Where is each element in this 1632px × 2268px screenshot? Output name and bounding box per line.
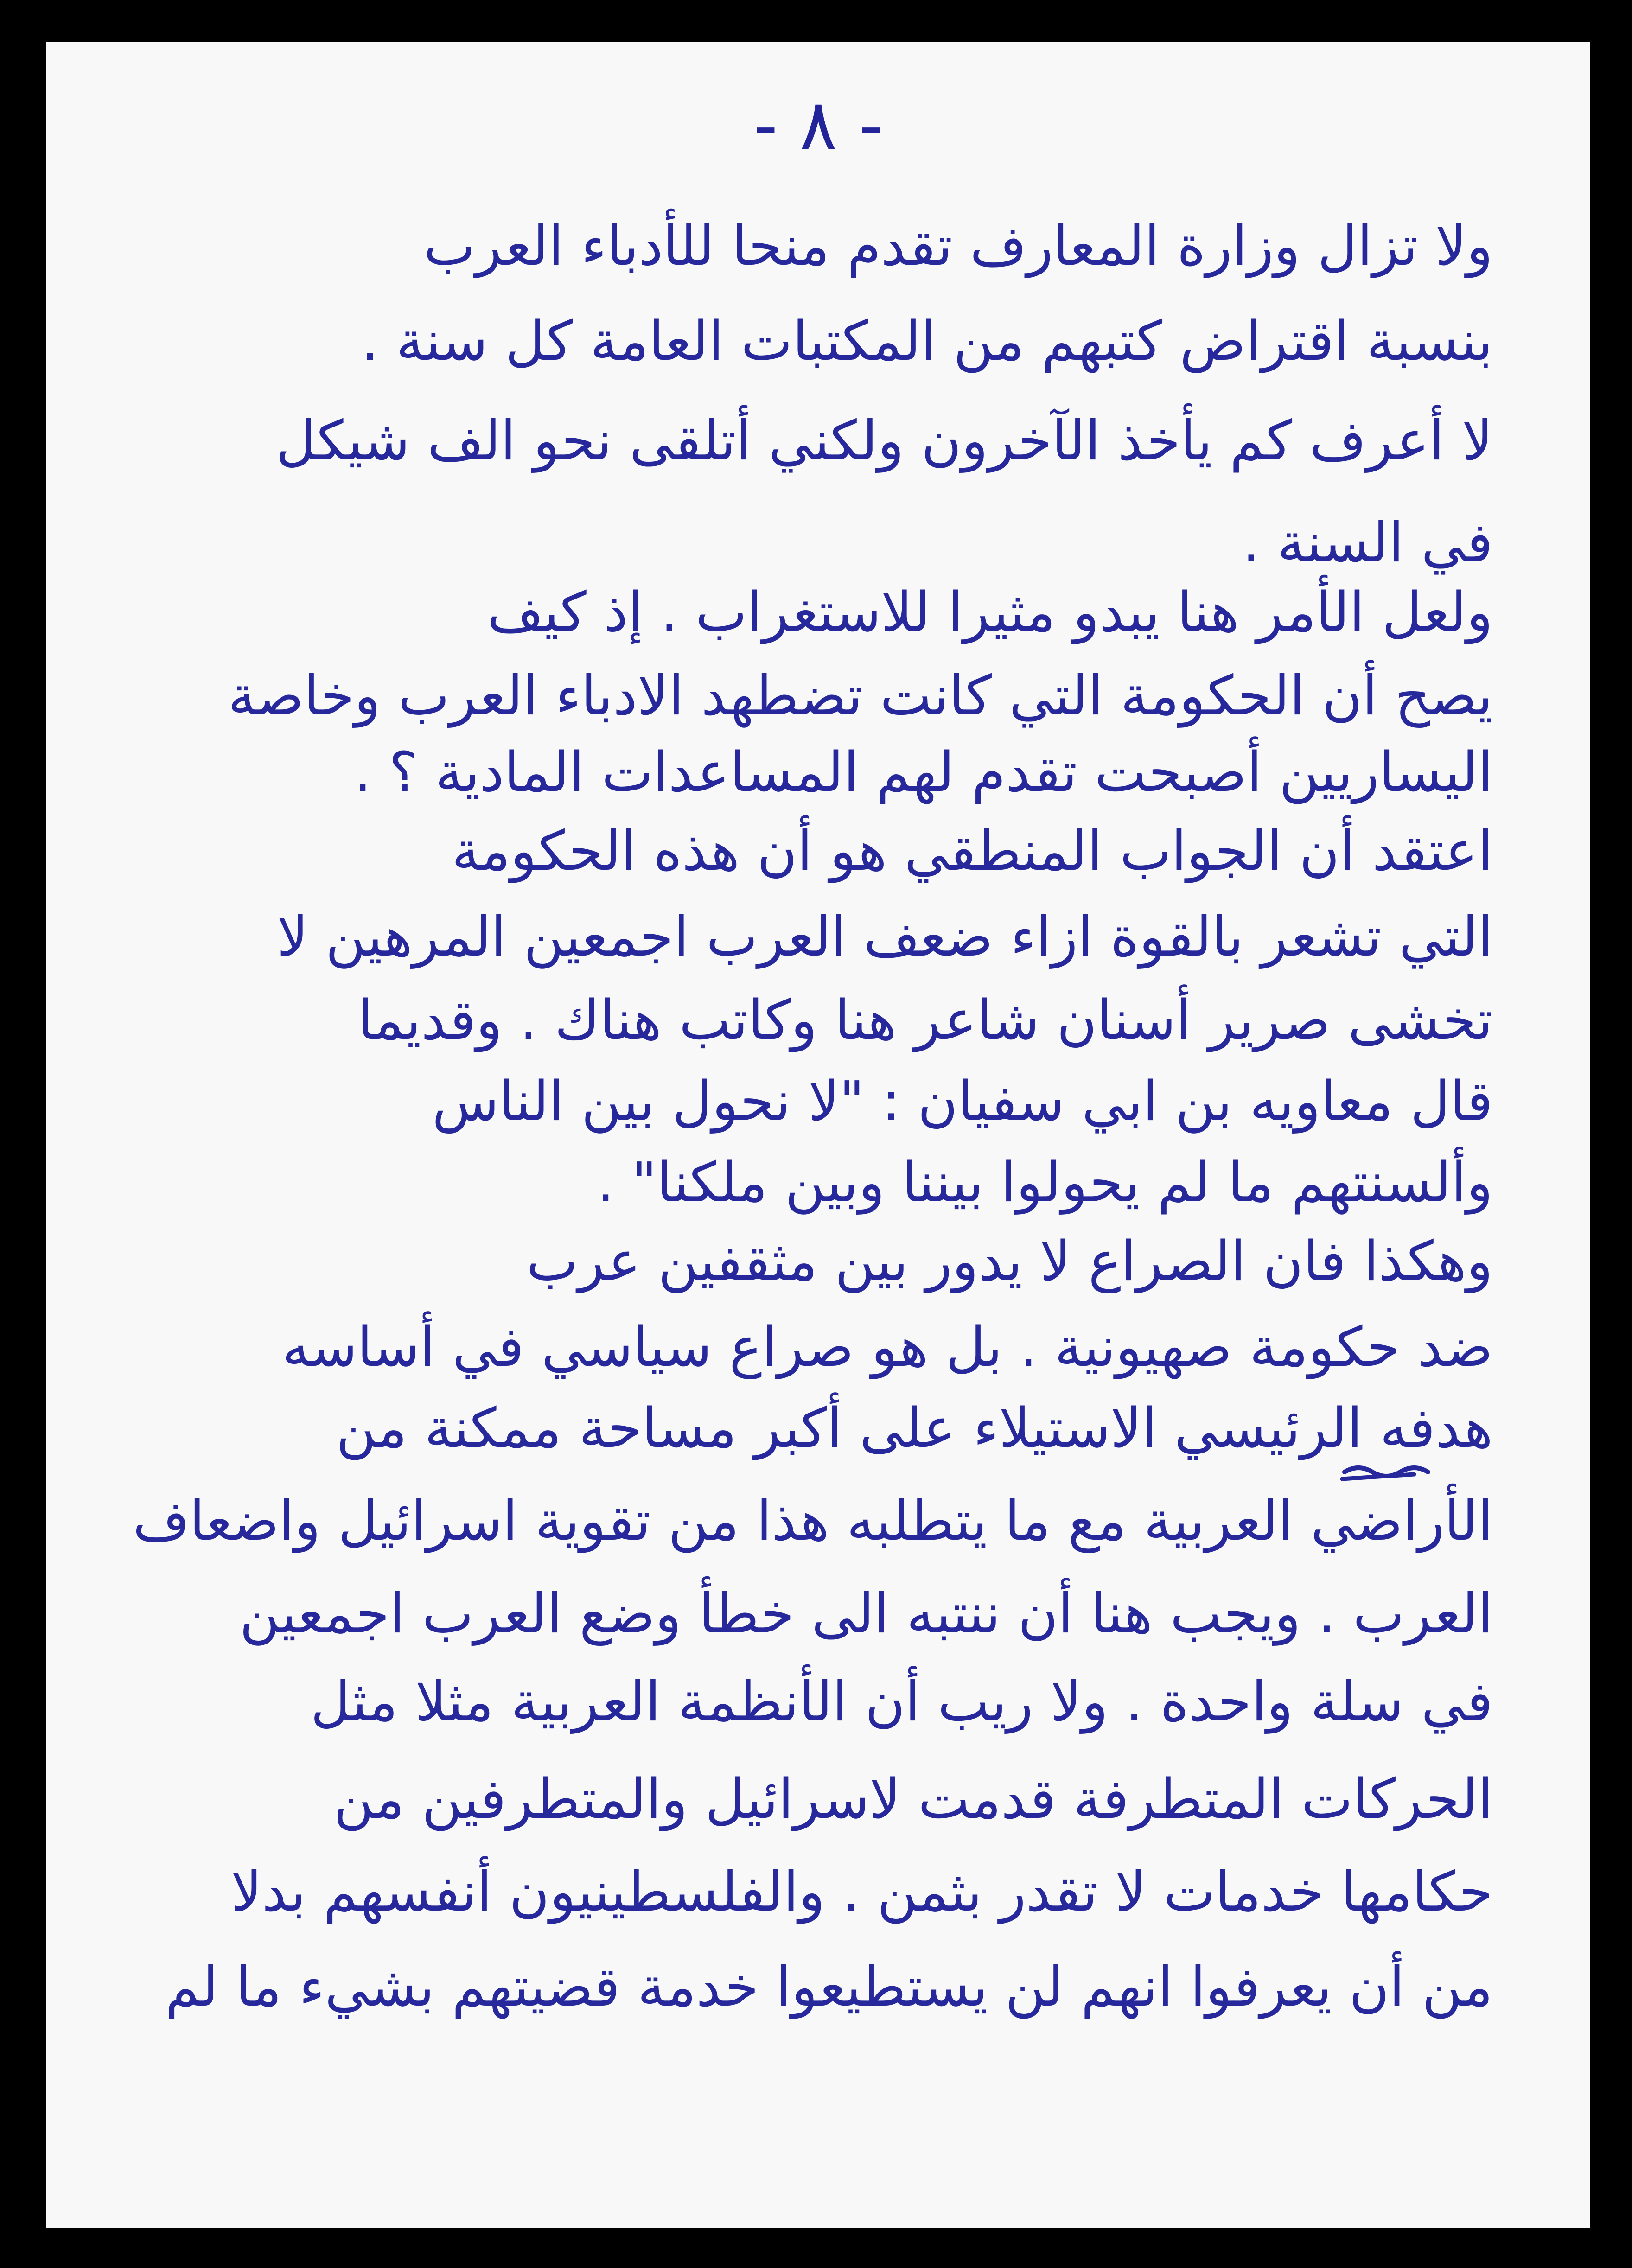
text-line-3: لا أعرف كم يأخذ الآخرون ولكني أتلقى نحو الف شيكل bbox=[276, 408, 1493, 472]
text-line-5: ولعل الأمر هنا يبدو مثيرا للاستغراب . إذ كيف bbox=[487, 580, 1493, 644]
text-line-8: اعتقد أن الجواب المنطقي هو أن هذه الحكومة bbox=[452, 819, 1493, 883]
text-line-1: ولا تزال وزارة المعارف تقدم منحا للأدباء العرب bbox=[423, 214, 1493, 278]
text-line-14: ضد حكومة صهيونية . بل هو صراع سياسي في أساسه bbox=[282, 1315, 1493, 1379]
text-line-2: بنسبة اقتراض كتبهم من المكتبات العامة كل سنة . bbox=[361, 309, 1493, 373]
text-line-19: الحركات المتطرفة قدمت لاسرائيل والمتطرفين من bbox=[333, 1767, 1493, 1831]
text-line-4: في السنة . bbox=[1242, 510, 1493, 574]
text-line-17: العرب . ويجب هنا أن ننتبه الى خطأ وضع العرب اجمعين bbox=[239, 1581, 1493, 1645]
text-line-11: قال معاويه بن ابي سفيان : "لا نحول بين الناس bbox=[432, 1069, 1493, 1133]
text-line-7: اليساريين أصبحت تقدم لهم المساعدات المادية ؟ . bbox=[354, 740, 1493, 804]
text-line-12: وألسنتهم ما لم يحولوا بيننا وبين ملكنا" . bbox=[597, 1150, 1493, 1214]
page-number: - ٨ - bbox=[754, 85, 883, 166]
text-line-9: التي تشعر بالقوة ازاء ضعف العرب اجمعين المرهين لا bbox=[277, 905, 1493, 968]
text-line-16: الأراضي العربية مع ما يتطلبه هذا من تقوية اسرائيل واضعاف bbox=[133, 1489, 1493, 1553]
text-line-13: وهكذا فان الصراع لا يدور بين مثقفين عرب bbox=[526, 1229, 1493, 1293]
manuscript-page bbox=[46, 42, 1590, 2228]
text-line-15: هدفه الرئيسي الاستيلاء على أكبر مساحة ممكنة من bbox=[336, 1396, 1493, 1460]
text-line-21: من أن يعرفوا انهم لن يستطيعوا خدمة قضيتهم بشيء ما لم bbox=[165, 1955, 1493, 2019]
text-line-20: حكامها خدمات لا تقدر بثمن . والفلسطينيون أنفسهم بدلا bbox=[230, 1860, 1493, 1924]
text-line-18: في سلة واحدة . ولا ريب أن الأنظمة العربية مثلا مثل bbox=[310, 1669, 1493, 1733]
text-line-6: يصح أن الحكومة التي كانت تضطهد الادباء العرب وخاصة bbox=[228, 663, 1493, 727]
text-line-10: تخشى صرير أسنان شاعر هنا وكاتب هناك . وقديما bbox=[357, 988, 1493, 1052]
